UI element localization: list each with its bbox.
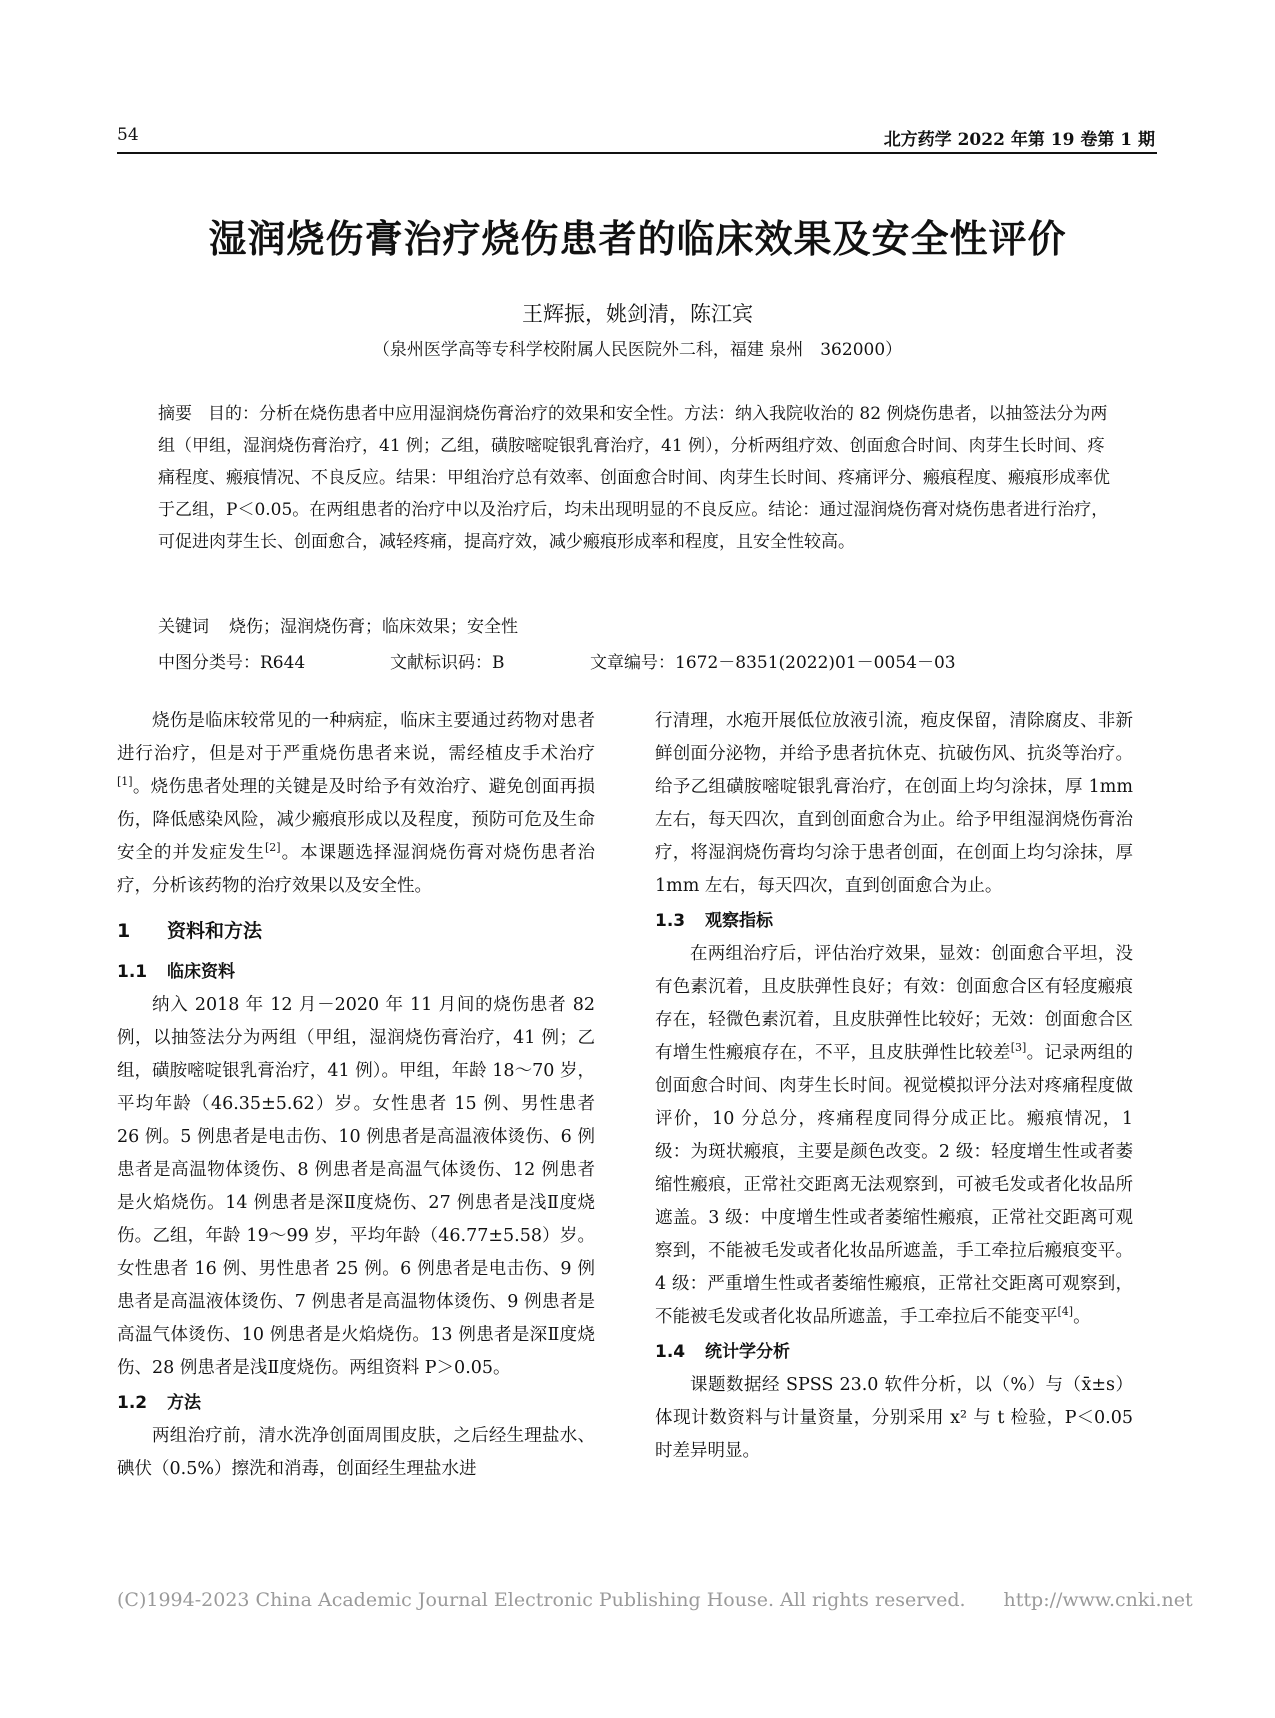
- abstract-label: 摘要: [158, 404, 192, 424]
- section-1-2-text: 两组治疗前，清水洗净创面周围皮肤，之后经生理盐水、碘伏（0.5%）擦洗和消毒，创面经生理盐水进: [117, 1426, 595, 1479]
- affiliation: （泉州医学高等专科学校附属人民医院外二科，福建 泉州 362000）: [372, 340, 903, 360]
- keywords-label: 关键词: [158, 617, 209, 637]
- article-number: 文章编号：1672－8351(2022)01－0054－03: [590, 653, 956, 673]
- header-rule: [117, 152, 1157, 154]
- journal-header: 北方药学 2022 年第 19 卷第 1 期: [883, 130, 1155, 150]
- section-1-4-text: 课题数据经 SPSS 23.0 软件分析，以（%）与（x̄±s）体现计数资料与计量资量，分别采用 x² 与 t 检验，P＜0.05 时差异明显。: [655, 1375, 1133, 1461]
- authors: 王辉振，姚剑清，陈江宾: [522, 302, 753, 326]
- section-1-3-text: 在两组治疗后，评估治疗效果，显效：创面愈合平坦，没有色素沉着，且皮肤弹性良好；有效：创面愈合区有轻度瘢痕存在，轻微色素沉着，且皮肤弹性比较好；无效：创面愈合区有增生性瘢痕存在，不平，且皮肤弹性比较差[3]。记录两组的创面愈合时间、肉芽生长时间。视觉模拟评分法对疼痛程度做评价，10 分总分，疼痛程度同得分成正比。瘢痕情况，1 级：为斑状瘢痕，主要是颜色改变。2 级：轻度增生性或者萎缩性瘢痕，正常社交距离无法观察到，可被毛发或者化妆品所遮盖。3 级：中度增生性或者萎缩性瘢痕，正常社交距离可观察到，不能被毛发或者化妆品所遮盖，手工牵拉后瘢痕变平。4 级：严重增生性或者萎缩性瘢痕，正常社交距离可观察到，不能被毛发或者化妆品所遮盖，手工牵拉后不能变平[4]。: [655, 944, 1134, 1327]
- left-column: [117, 705, 595, 1486]
- section-1-1-text: 纳入 2018 年 12 月－2020 年 11 月间的烧伤患者 82 例，以抽签法分为两组（甲组，湿润烧伤膏治疗，41 例；乙组，磺胺嘧啶银乳膏治疗，41 例）。甲组，年龄 18～70 岁，平均年龄（46.35±5.62）岁。女性患者 15 例、男性患者 26 例。5 例患者是电击伤、10 例患者是高温液体烫伤、6 例患者是高温物体烫伤、8 例患者是高温气体烫伤、12 例患者是火焰烧伤。14 例患者是深Ⅱ度烧伤、27 例患者是浅Ⅱ度烧伤。乙组，年龄 19～99 岁，平均年龄（46.77±5.58）岁。女性患者 16 例、男性患者 25 例。6 例患者是电击伤、9 例患者是高温液体烫伤、7 例患者是高温物体烫伤、9 例患者是高温气体烫伤、10 例患者是火焰烧伤。13 例患者是深Ⅱ度烧伤、28 例患者是浅Ⅱ度烧伤。两组资料 P＞0.05。: [117, 995, 595, 1378]
- clc-number: 中图分类号：R644: [158, 653, 306, 673]
- copyright-footer: (C)1994-2023 China Academic Journal Electronic Publishing House. All rights reserved. http://www.cnki.net: [117, 1589, 1193, 1611]
- citation-3[interactable]: [3]: [1010, 1041, 1027, 1055]
- section-1-4-heading: 1.4 统计学分析: [655, 1342, 790, 1362]
- section-1-3-heading: 1.3 观察指标: [655, 911, 773, 931]
- citation-2[interactable]: [2]: [264, 841, 281, 855]
- intro-paragraph: 烧伤是临床较常见的一种病症，临床主要通过药物对患者进行治疗，但是对于严重烧伤患者来说，需经植皮手术治疗[1]。烧伤患者处理的关键是及时给予有效治疗、避免创面再损伤，降低感染风险，减少瘢痕形成以及程度，预防可危及生命安全的并发症发生[2]。本课题选择湿润烧伤膏对烧伤患者治疗，分析该药物的治疗效果以及安全性。: [117, 711, 596, 896]
- section-1-1-heading: 1.1 临床资料: [117, 962, 235, 982]
- keywords-text: 烧伤；湿润烧伤膏；临床效果；安全性: [229, 617, 518, 637]
- right-column: [655, 705, 1133, 1468]
- page-number: 54: [117, 125, 139, 145]
- citation-4[interactable]: [4]: [1057, 1305, 1074, 1319]
- document-code: 文献标识码：B: [390, 653, 505, 673]
- abstract: [158, 398, 1113, 558]
- section-1-2-continued: 行清理，水疱开展低位放液引流，疱皮保留，清除腐皮、非新鲜创面分泌物，并给予患者抗休克、抗破伤风、抗炎等治疗。给予乙组磺胺嘧啶银乳膏治疗，在创面上均匀涂抹，厚 1mm 左右，每天四次，直到创面愈合为止。给予甲组湿润烧伤膏治疗，将湿润烧伤膏均匀涂于患者创面，在创面上均匀涂抹，厚 1mm 左右，每天四次，直到创面愈合为止。: [655, 711, 1133, 896]
- citation-1[interactable]: [1]: [117, 775, 133, 789]
- paper-title: 湿润烧伤膏治疗烧伤患者的临床效果及安全性评价: [208, 217, 1067, 261]
- section-1-heading: 1 资料和方法: [117, 920, 263, 942]
- abstract-text: 目的：分析在烧伤患者中应用湿润烧伤膏治疗的效果和安全性。方法：纳入我院收治的 82 例烧伤患者，以抽签法分为两组（甲组，湿润烧伤膏治疗，41 例；乙组，磺胺嘧啶银乳膏治疗，41 例），分析两组疗效、创面愈合时间、肉芽生长时间、疼痛程度、瘢痕情况、不良反应。结果：甲组治疗总有效率、创面愈合时间、肉芽生长时间、疼痛评分、瘢痕程度、瘢痕形成率优于乙组，P＜0.05。在两组患者的治疗中以及治疗后，均未出现明显的不良反应。结论：通过湿润烧伤膏对烧伤患者进行治疗，可促进肉芽生长、创面愈合，减轻疼痛，提高疗效，减少瘢痕形成率和程度，且安全性较高。: [158, 404, 1110, 552]
- keywords: [158, 612, 1113, 637]
- section-1-2-heading: 1.2 方法: [117, 1393, 201, 1413]
